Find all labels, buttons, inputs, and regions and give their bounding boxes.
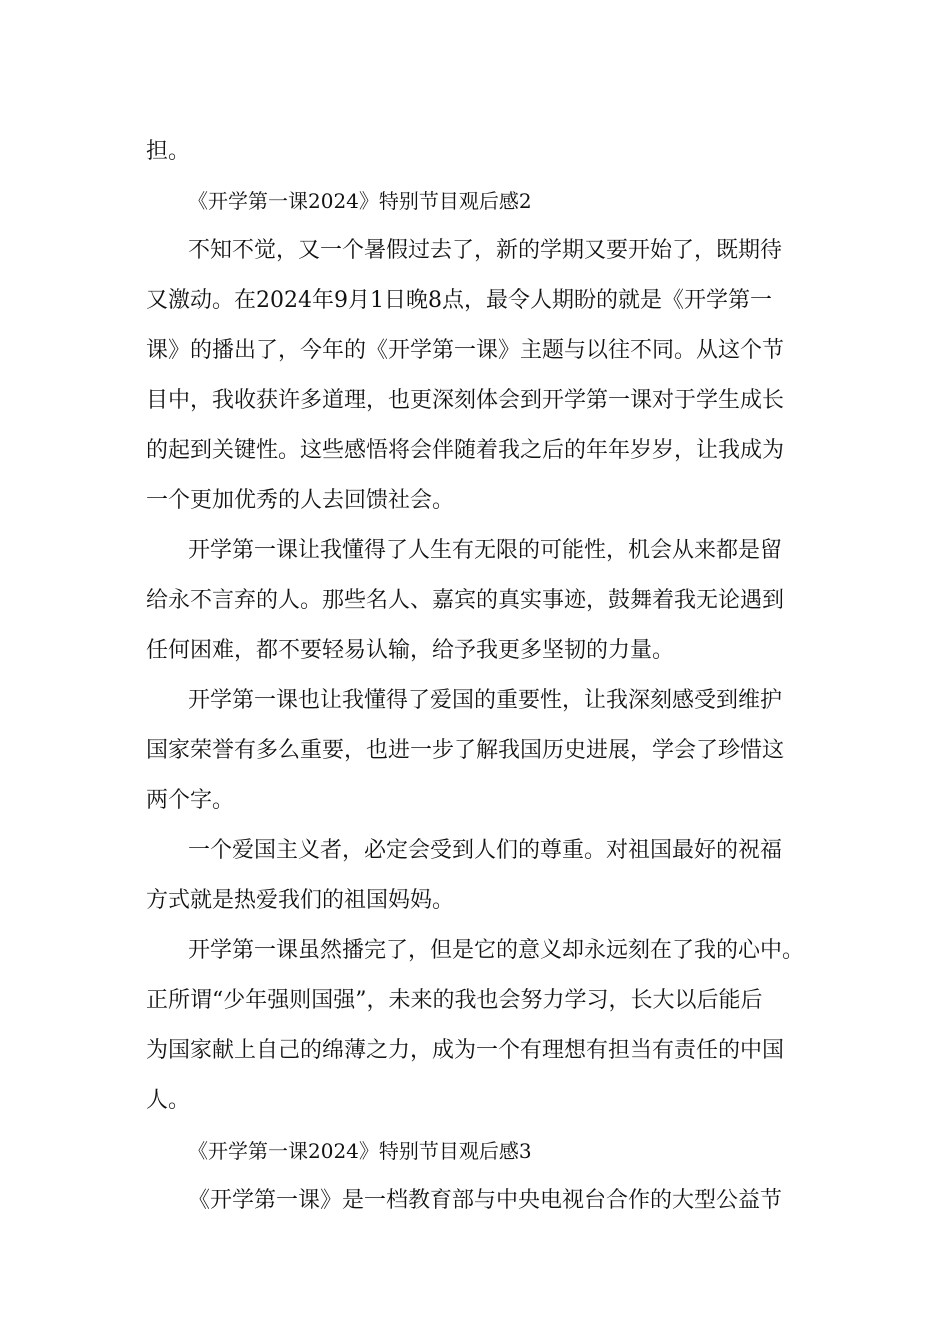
- text-line-5: [146, 336, 950, 366]
- text-line-17: [188, 936, 950, 966]
- text-line-11: [146, 636, 950, 666]
- text-line-8-content: 一个更加优秀的人去回馈社会。: [146, 488, 455, 513]
- text-line-12-content: 开学第一课也让我懂得了爱国的重要性，让我深刻感受到维护: [188, 688, 783, 713]
- text-line-20-content: 人。: [146, 1088, 191, 1113]
- section-title-2: [188, 186, 950, 216]
- text-line-4-content: 又激动。在2024年9月1日晚8点，最令人期盼的就是《开学第一: [146, 288, 772, 313]
- text-line-6-content: 目中，我收获许多道理，也更深刻体会到开学第一课对于学生成长: [146, 388, 785, 413]
- text-line-15-content: 一个爱国主义者，必定会受到人们的尊重。对祖国最好的祝福: [188, 838, 783, 863]
- text-line-13-content: 国家荣誉有多么重要，也进一步了解我国历史进展，学会了珍惜这: [146, 738, 785, 763]
- text-line-16: [146, 886, 950, 916]
- text-line-10: [146, 586, 950, 616]
- text-line-7: [146, 436, 950, 466]
- text-line-18-content: 正所谓“少年强则国强”，未来的我也会努力学习，长大以后能后: [146, 988, 763, 1013]
- text-line-19-content: 为国家献上自己的绵薄之力，成为一个有理想有担当有责任的中国: [146, 1038, 785, 1063]
- text-line-16-content: 方式就是热爱我们的祖国妈妈。: [146, 888, 455, 913]
- text-line-20: [146, 1086, 950, 1116]
- text-line-3-content: 不知不觉，又一个暑假过去了，新的学期又要开始了，既期待: [188, 238, 783, 263]
- text-line-4: [146, 286, 950, 316]
- text-line-10-content: 给永不言弃的人。那些名人、嘉宾的真实事迹，鼓舞着我无论遇到: [146, 588, 785, 613]
- section-title-2-content: 《开学第一课2024》特别节目观后感2: [188, 189, 532, 213]
- text-line-14-content: 两个字。: [146, 788, 235, 813]
- text-line-8: [146, 486, 950, 516]
- text-line-11-content: 任何困难，都不要轻易认输，给予我更多坚韧的力量。: [146, 638, 675, 663]
- text-line-13: [146, 736, 950, 766]
- text-line-14: [146, 786, 950, 816]
- text-line-22-content: 《开学第一课》是一档教育部与中央电视台合作的大型公益节: [188, 1188, 783, 1213]
- text-line-12: [188, 686, 950, 716]
- text-line-19: [146, 1036, 950, 1066]
- section-title-3: [188, 1136, 950, 1166]
- section-title-3-content: 《开学第一课2024》特别节目观后感3: [188, 1139, 532, 1163]
- text-line-18: [146, 986, 950, 1016]
- text-line-7-content: 的起到关键性。这些感悟将会伴随着我之后的年年岁岁，让我成为: [146, 438, 785, 463]
- text-line-17-content: 开学第一课虽然播完了，但是它的意义却永远刻在了我的心中。: [188, 938, 805, 963]
- text-line-9-content: 开学第一课让我懂得了人生有无限的可能性，机会从来都是留: [188, 538, 783, 563]
- text-line-1: [146, 137, 950, 167]
- text-line-15: [188, 836, 950, 866]
- text-line-3: [188, 236, 950, 266]
- text-line-5-content: 课》的播出了，今年的《开学第一课》主题与以往不同。从这个节: [146, 338, 785, 363]
- text-line-9: [188, 536, 950, 566]
- text-line-1-content: 担。: [146, 139, 191, 164]
- text-line-22: [188, 1186, 950, 1216]
- text-line-6: [146, 386, 950, 416]
